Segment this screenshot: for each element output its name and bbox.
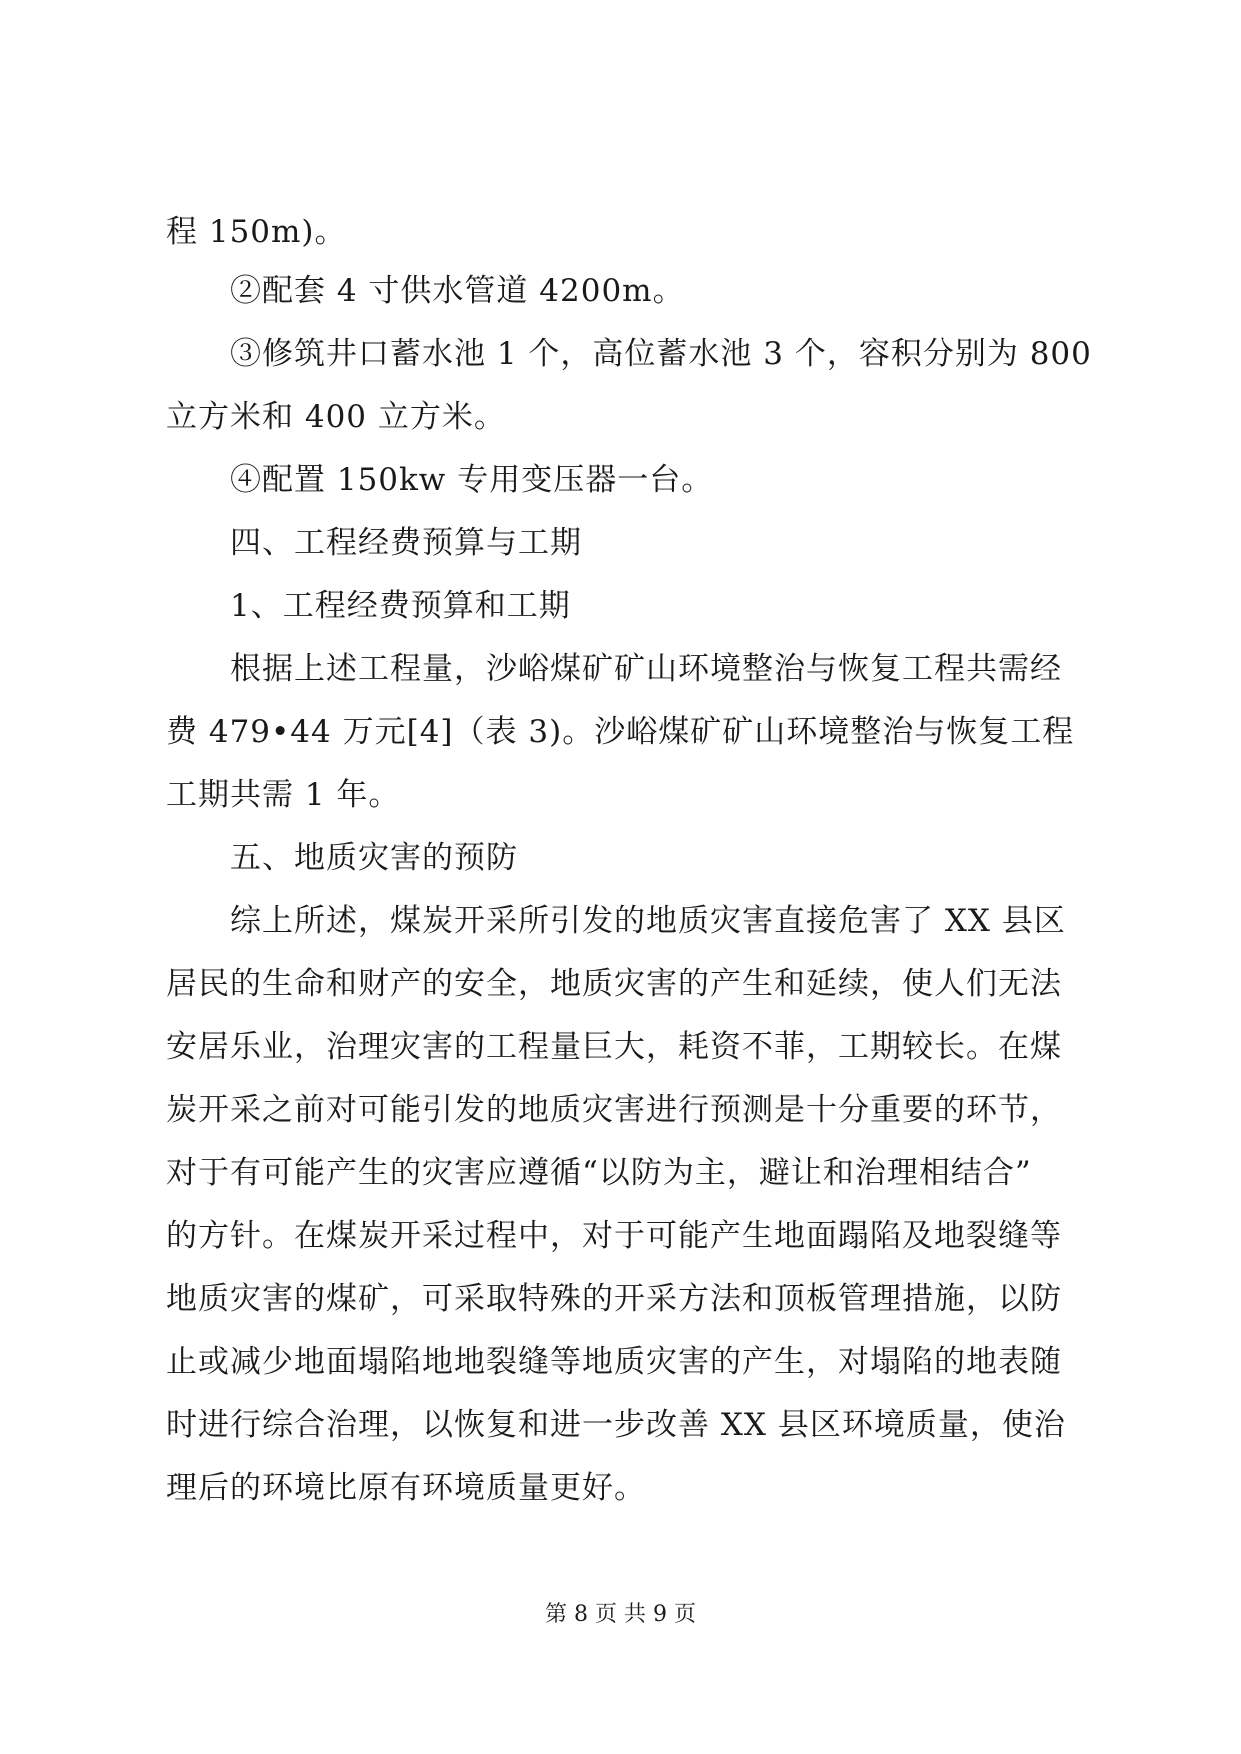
text-line: ③修筑井口蓄水池 1 个，高位蓄水池 3 个，容积分别为 800 (230, 336, 1092, 372)
text-line: 理后的环境比原有环境质量更好。 (166, 1470, 646, 1506)
text-line: 居民的生命和财产的安全，地质灾害的产生和延续，使人们无法 (166, 966, 1062, 1002)
text-line: 地质灾害的煤矿，可采取特殊的开采方法和顶板管理措施，以防 (166, 1281, 1062, 1317)
text-line: 时进行综合治理，以恢复和进一步改善 XX 县区环境质量，使治 (166, 1407, 1066, 1443)
text-line: ④配置 150kw 专用变压器一台。 (230, 462, 714, 498)
text-line: 的方针。在煤炭开采过程中，对于可能产生地面蹋陷及地裂缝等 (166, 1218, 1062, 1254)
section-heading: 五、地质灾害的预防 (230, 840, 518, 876)
text-line: 费 479•44 万元[4]（表 3)。沙峪煤矿矿山环境整治与恢复工程 (166, 714, 1075, 750)
page-number-footer: 第 8 页 共 9 页 (545, 1602, 696, 1627)
text-line: 炭开采之前对可能引发的地质灾害进行预测是十分重要的环节， (166, 1092, 1062, 1128)
section-heading: 四、工程经费预算与工期 (230, 525, 582, 561)
text-line: 根据上述工程量，沙峪煤矿矿山环境整治与恢复工程共需经 (230, 651, 1062, 687)
text-line: 综上所述，煤炭开采所引发的地质灾害直接危害了 XX 县区 (230, 903, 1066, 939)
text-line: 止或减少地面塌陷地地裂缝等地质灾害的产生，对塌陷的地表随 (166, 1344, 1062, 1380)
text-line: 对于有可能产生的灾害应遵循“以防为主，避让和治理相结合” (166, 1155, 1032, 1191)
text-line: 工期共需 1 年。 (166, 777, 401, 813)
text-line: 立方米和 400 立方米。 (166, 399, 506, 435)
text-line: 程 150m)。 (166, 214, 347, 250)
text-line: 安居乐业，治理灾害的工程量巨大，耗资不菲，工期较长。在煤 (166, 1029, 1062, 1065)
subsection-heading: 1、工程经费预算和工期 (230, 588, 571, 624)
text-line: ②配套 4 寸供水管道 4200m。 (230, 273, 685, 309)
